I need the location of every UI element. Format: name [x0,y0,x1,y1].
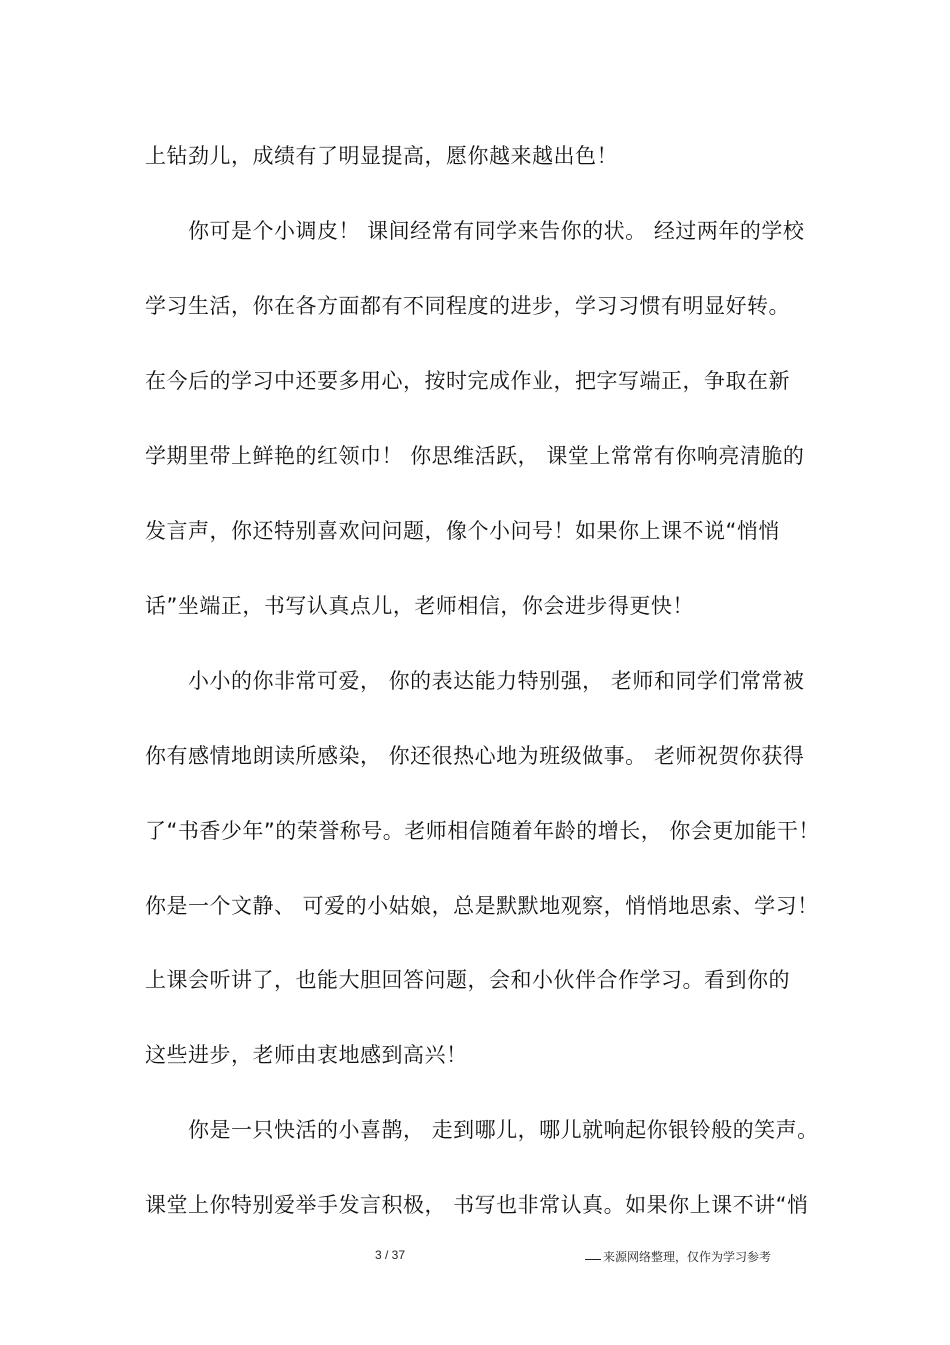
source-note [585,1248,771,1265]
text-line: 课堂上你特别爱举手发言积极， 书写也非常认真。如果你上课不讲“悄 [145,1193,809,1217]
text-line: 话”坐端正，书写认真点儿，老师相信，你会进步得更快！ [145,594,694,618]
text-line: 你可是个小调皮！ 课间经常有同学来告你的状。 经过两年的学校 [188,219,805,243]
page-number: 3 / 37 [374,1248,406,1262]
text-line: 你有感情地朗读所感染， 你还很热心地为班级做事。 老师祝贺你获得 [145,744,805,768]
text-line: 上课会听讲了，也能大胆回答问题，会和小伙伴合作学习。看到你的 [145,968,790,992]
text-line: 发言声，你还特别喜欢问问题，像个小问号！如果你上课不说“悄悄 [145,519,780,543]
underline-rule [585,1259,601,1260]
text-line: 了“书香少年”的荣誉称号。老师相信随着年龄的增长， 你会更加能干！ [145,819,820,843]
text-line: 你是一个文静、 可爱的小姑娘，总是默默地观察，悄悄地思索、学习！ [145,894,819,918]
text-line: 上钻劲儿，成绩有了明显提高，愿你越来越出色！ [145,144,618,168]
source-note-text: 来源网络整理，仅作为学习参考 [603,1250,772,1264]
text-line: 学习生活，你在各方面都有不同程度的进步，学习习惯有明显好转。 [145,294,790,318]
text-line: 在今后的学习中还要多用心，按时完成作业，把字写端正，争取在新 [145,369,790,393]
text-line: 你是一只快活的小喜鹊， 走到哪儿，哪儿就响起你银铃般的笑声。 [188,1118,819,1142]
text-line: 小小的你非常可爱， 你的表达能力特别强， 老师和同学们常常被 [188,669,805,693]
text-line: 这些进步，老师由衷地感到高兴！ [145,1043,468,1067]
text-line: 学期里带上鲜艳的红领巾！ 你思维活跃， 课堂上常常有你响亮清脆的 [145,444,805,468]
